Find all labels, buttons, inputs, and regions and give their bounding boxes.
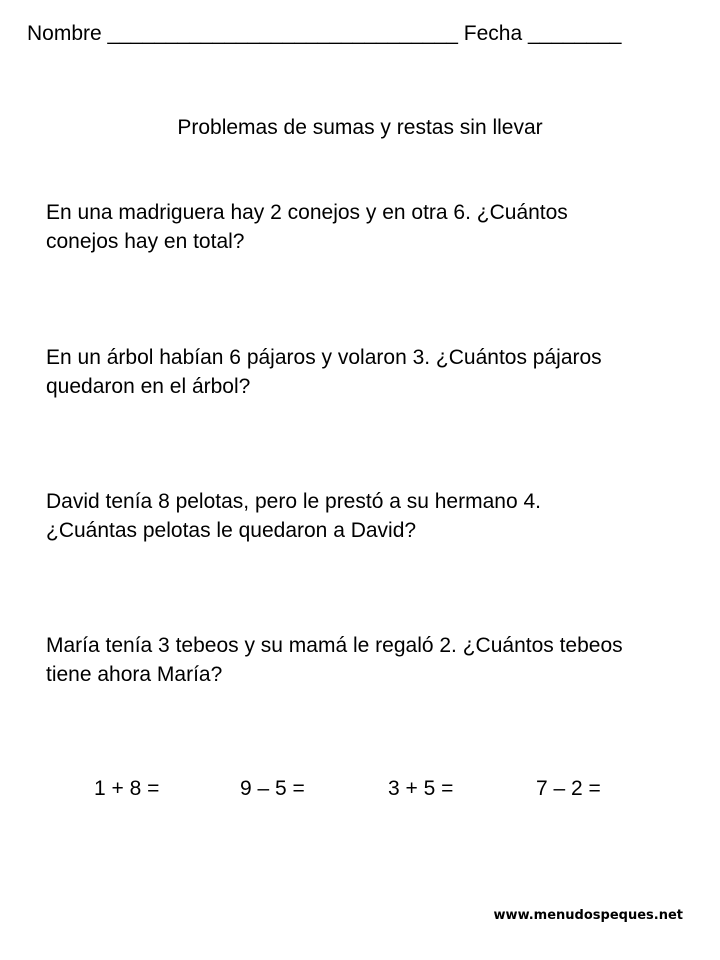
problem-1-line-1: En una madriguera hay 2 conejos y en otra 6. ¿Cuántos xyxy=(46,201,568,224)
date-blank: ________ xyxy=(528,22,622,45)
problem-4-line-2: tiene ahora María? xyxy=(46,663,223,686)
operation-4: 7 – 2 = xyxy=(536,777,601,800)
header-line xyxy=(27,19,621,48)
problem-2-line-2: quedaron en el árbol? xyxy=(46,375,251,398)
website-footer: www.menudospeques.net xyxy=(493,908,683,923)
word-problem-4 xyxy=(46,631,716,689)
problem-2-line-1: En un árbol habían 6 pájaros y volaron 3. ¿Cuántos pájaros xyxy=(46,346,602,369)
date-label: Fecha xyxy=(463,22,523,45)
problem-3-line-2: ¿Cuántas pelotas le quedaron a David? xyxy=(46,519,417,542)
operation-3: 3 + 5 = xyxy=(388,777,454,800)
word-problem-2 xyxy=(46,343,716,401)
problem-4-line-1: María tenía 3 tebeos y su mamá le regaló 2. ¿Cuántos tebeos xyxy=(46,634,623,657)
name-label: Nombre xyxy=(27,22,102,45)
word-problem-1 xyxy=(46,198,716,256)
problem-1-line-2: conejos hay en total? xyxy=(46,230,245,253)
problem-3-line-1: David tenía 8 pelotas, pero le prestó a su hermano 4. xyxy=(46,490,541,513)
operation-1: 1 + 8 = xyxy=(94,777,160,800)
page-title: Problemas de sumas y restas sin llevar xyxy=(177,116,543,139)
word-problem-3 xyxy=(46,487,716,545)
operation-2: 9 – 5 = xyxy=(240,777,305,800)
name-blank: ______________________________ xyxy=(107,22,458,45)
